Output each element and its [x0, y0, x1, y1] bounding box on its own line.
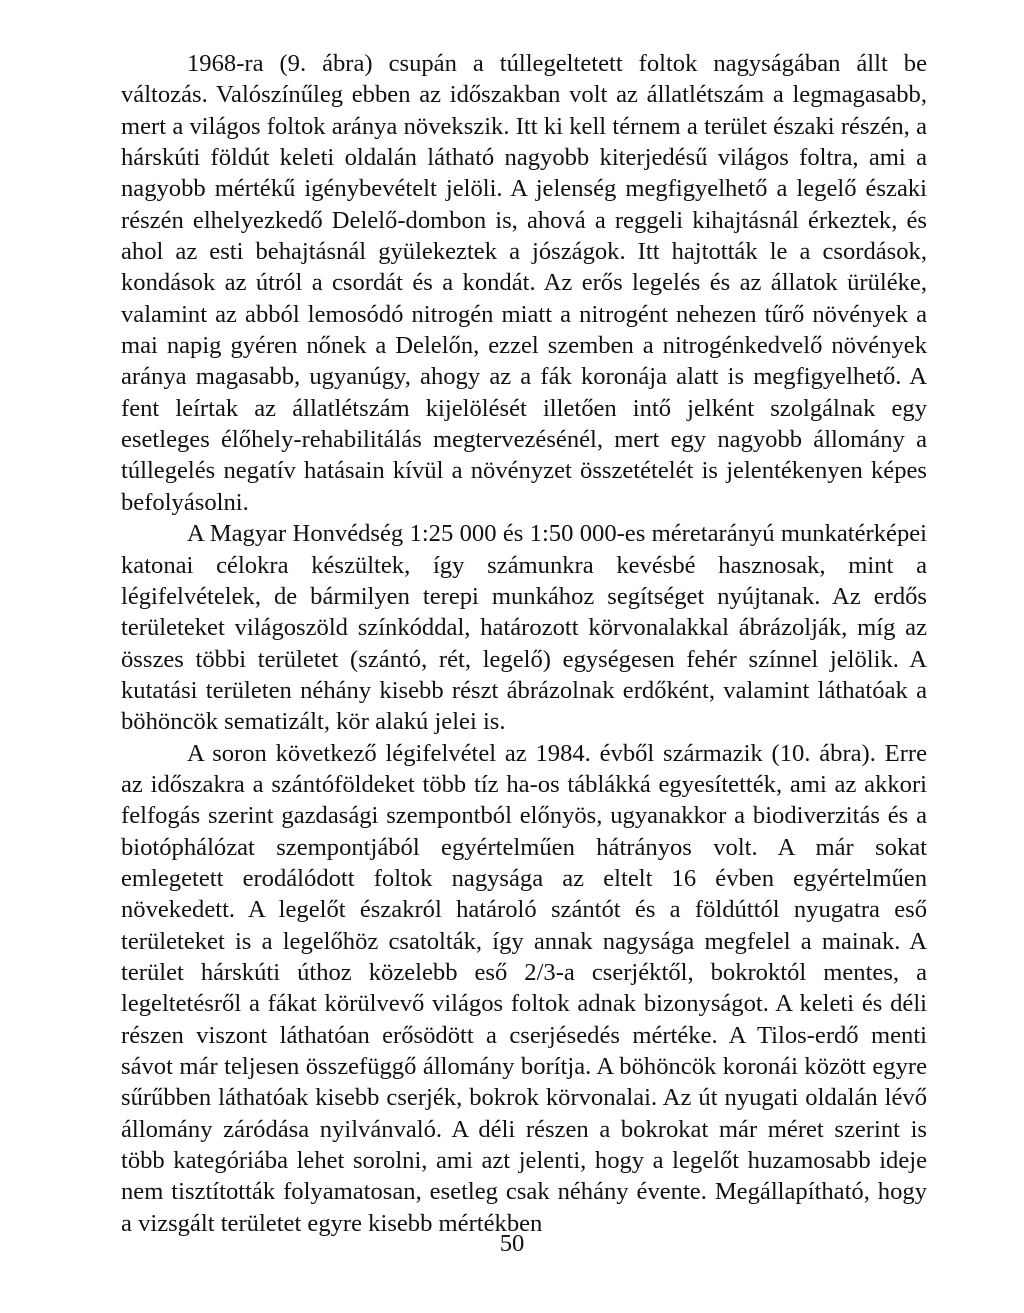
paragraph-1: 1968-ra (9. ábra) csupán a túllegeltetett foltok nagyságában állt be változás. Valószínűleg ebben az időszakban volt az állatlétszám a legmagasabb, mert a világos foltok aránya növekszik. Itt ki kell térnem a terület északi részén, a hárskúti földút keleti oldalán látható nagyobb kiterjedésű világos foltra, ami a nagyobb mértékű igénybevételt jelöli. A jelenség megfigyelhető a legelő északi részén elhelyezkedő Delelő-dombon is, ahová a reggeli kihajtásnál érkeztek, és ahol az esti behajtásnál gyülekeztek a jószágok. Itt hajtották le a csordások, kondások az útról a csordát és a kondát. Az erős legelés és az állatok ürüléke, valamint az abból lemosódó nitrogén miatt a nitrogént nehezen tűrő növények a mai napig gyéren nőnek a Delelőn, ezzel szemben a nitrogénkedvelő növények aránya magasabb, ugyanúgy, ahogy az a fák koronája alatt is megfigyelhető. A fent leírtak az állatlétszám kijelölését illetően intő jelként szolgálnak egy esetleges élőhely-rehabilitálás megtervezésénél, mert egy nagyobb állomány a túllegelés negatív hatásain kívül a növényzet összetételét is jelentékenyen képes befolyásolni. — [121, 50, 927, 516]
paragraph-3: A soron következő légifelvétel az 1984. évből származik (10. ábra). Erre az időszakra a szántóföldeket több tíz ha-os táblákká egyesítették, ami az akkori felfogás szerint gazdasági szempontból előnyös, ugyanakkor a biodiverzitás és a biotóphálózat szempontjából egyértelműen hátrányos volt. A már sokat emlegetett erodálódott foltok nagysága az eltelt 16 évben egyértelműen növekedett. A legelőt északról határoló szántót és a földúttól nyugatra eső területeket is a legelőhöz csatolták, így annak nagysága megfelel a mainak. A terület hárskúti úthoz közelebb eső 2/3-a cserjéktől, bokroktól mentes, a legeltetésről a fákat körülvevő világos foltok adnak bizonyságot. A keleti és déli részen viszont láthatóan erősödött a cserjésedés mértéke. A Tilos-erdő menti sávot már teljesen összefüggő állomány borítja. A böhöncök koronái között egyre sűrűbben láthatóak kisebb cserjék, bokrok körvonalai. Az út nyugati oldalán lévő állomány záródása nyilvánvaló. A déli részen a bokrokat már méret szerint is több kategóriába lehet sorolni, ami azt jelenti, hogy a legelőt huzamosabb ideje nem tisztították folyamatosan, esetleg csak néhány évente. Megállapítható, hogy a vizsgált területet egyre kisebb mértékben — [121, 739, 927, 1237]
paragraph-2: A Magyar Honvédség 1:25 000 és 1:50 000-es méretarányú munkatérképei katonai célokra készültek, így számunkra kevésbé hasznosak, mint a légifelvételek, de bármilyen terepi munkához segítséget nyújtanak. Az erdős területeket világoszöld színkóddal, határozott körvonalakkal ábrázolják, míg az összes többi területet (szántó, rét, legelő) egységesen fehér színnel jelölik. A kutatási területen néhány kisebb részt ábrázolnak erdőként, valamint láthatóak a böhöncök sematizált, kör alakú jelei is. — [121, 520, 927, 736]
page-number: 50 — [499, 1230, 525, 1257]
page-body — [121, 48, 927, 1239]
